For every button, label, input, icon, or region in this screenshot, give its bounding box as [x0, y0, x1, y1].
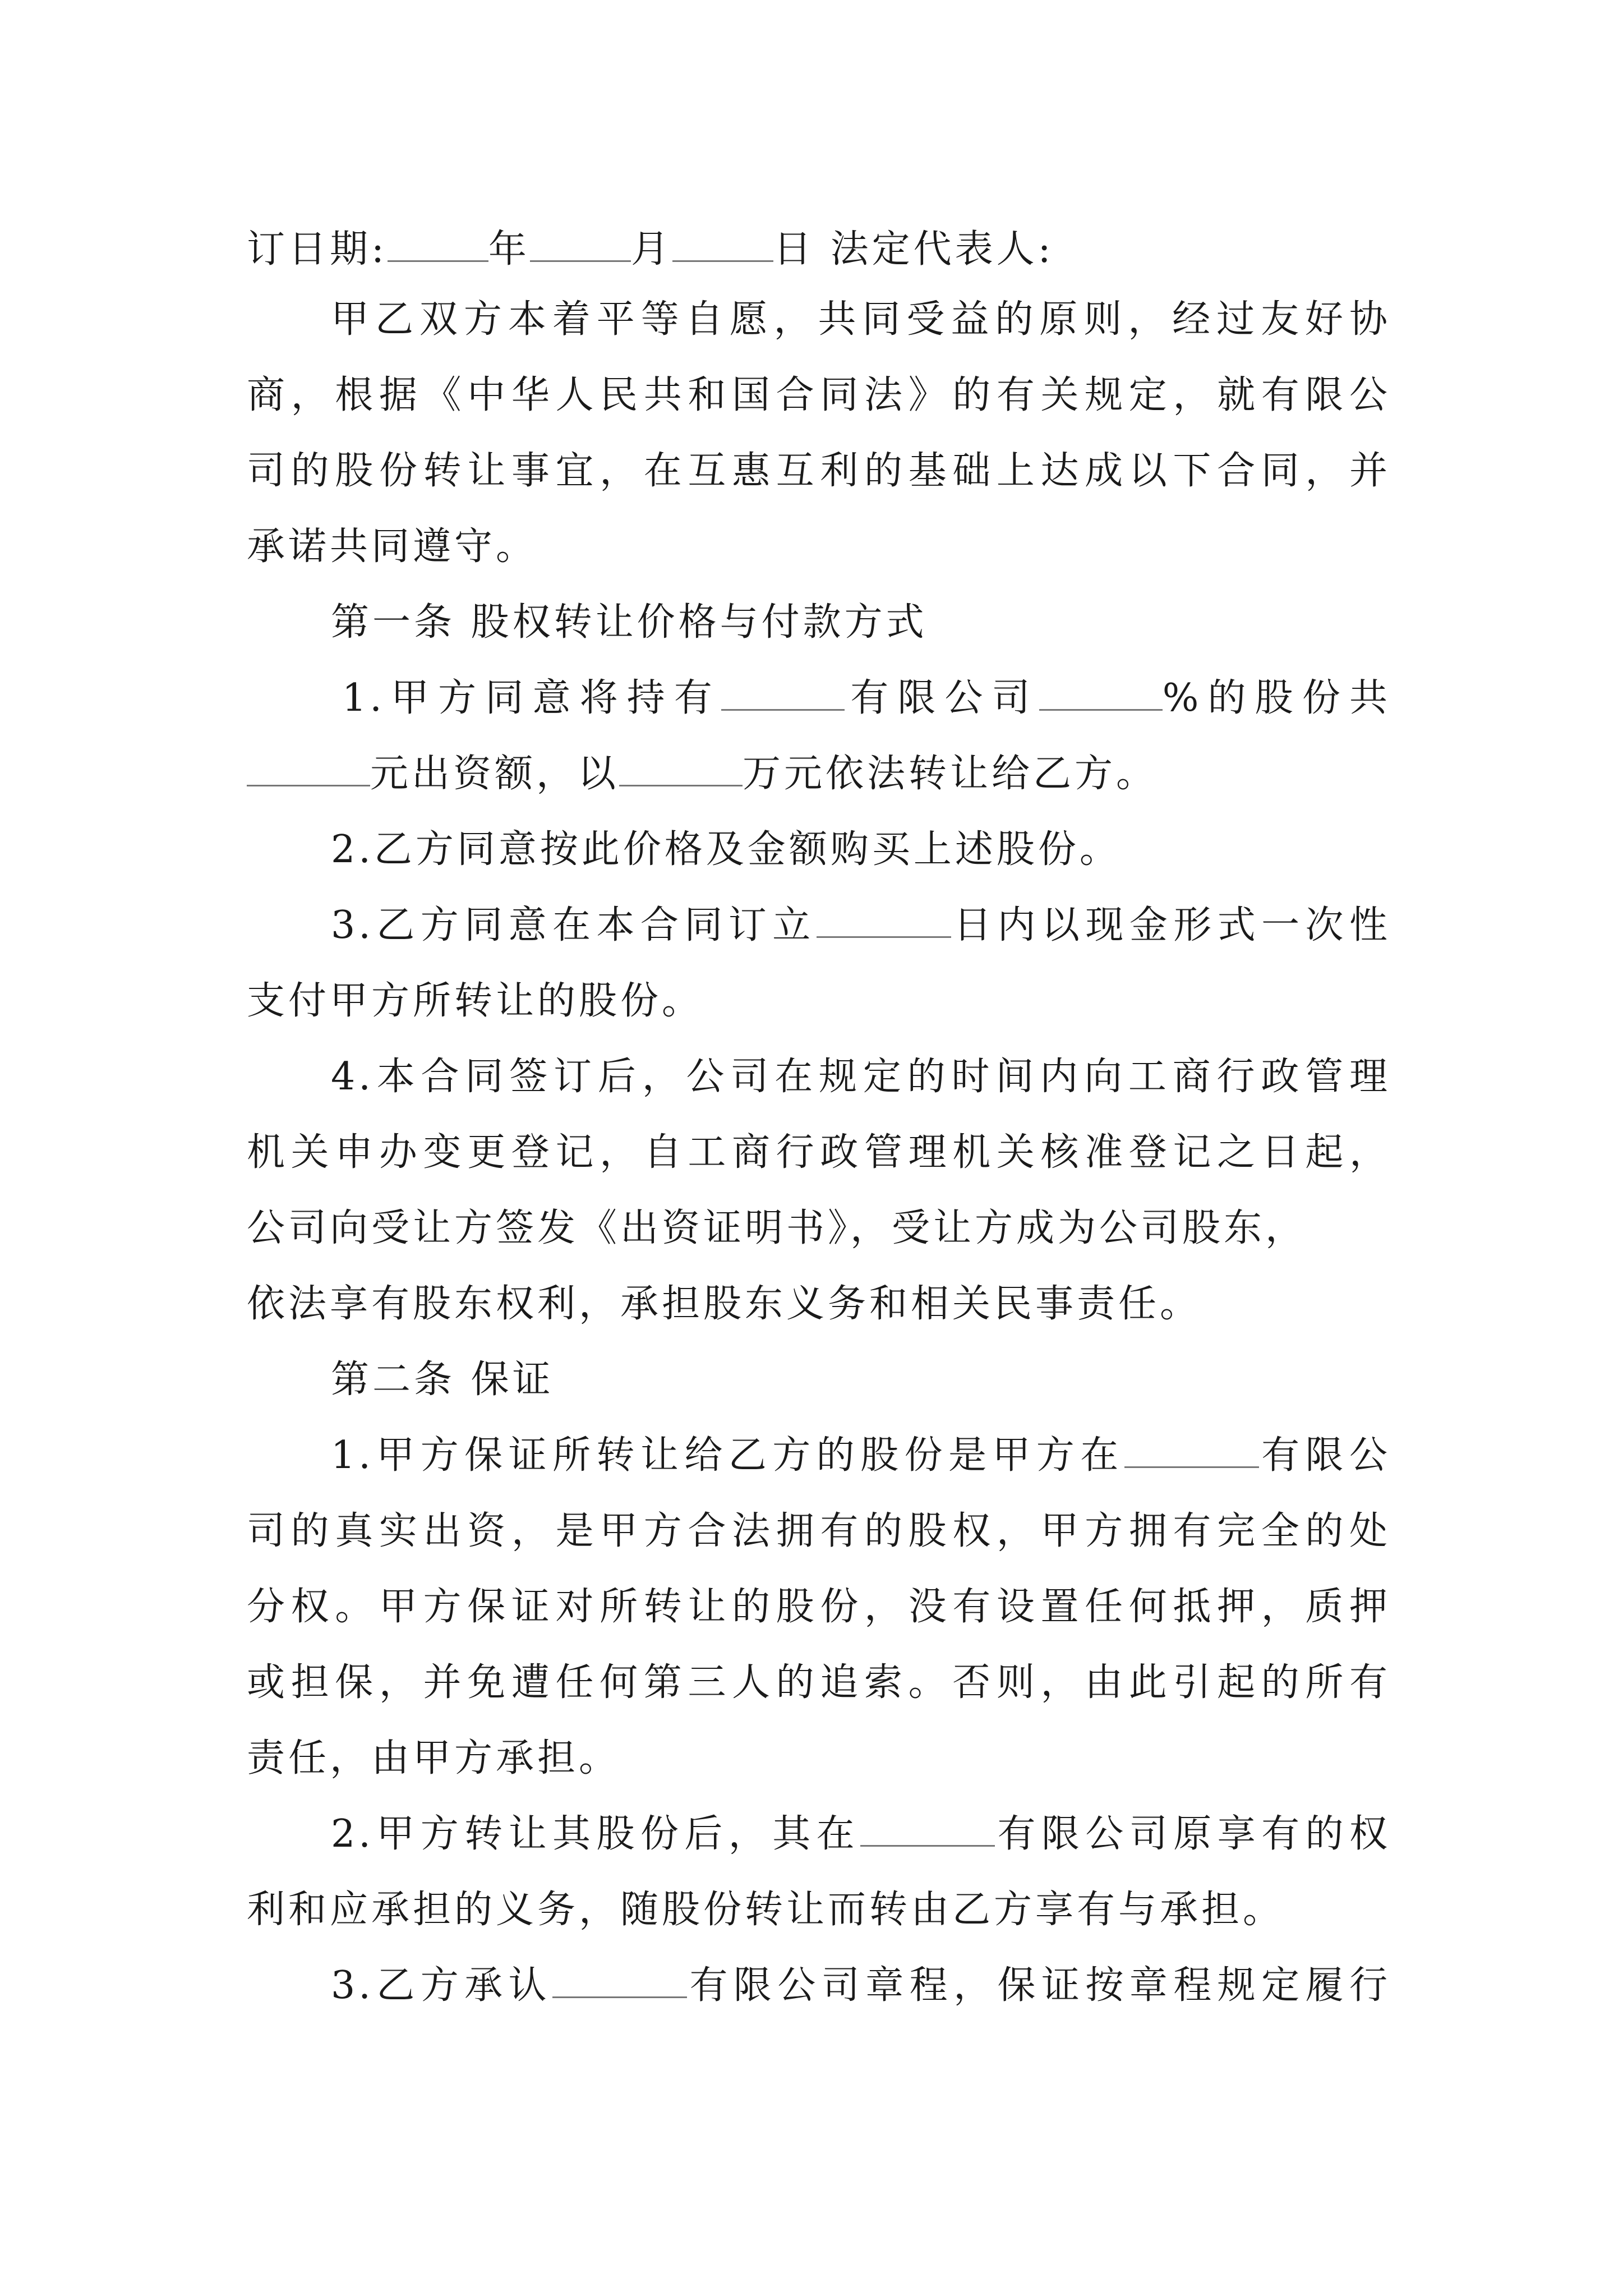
legal-representative-label: 法定代表人:: [830, 227, 1054, 272]
article-1-item-4: 4.本合同签订后，公司在规定的时间内向工商行政管理: [331, 1055, 1391, 1099]
percent-blank: [1039, 674, 1163, 711]
item-text: 3.乙方承认: [331, 1963, 553, 2008]
article-2-item-1-cont: 或担保，并免遭任何第三人的追索。否则，由此引起的所有: [247, 1660, 1391, 1705]
item-text: 1.甲方保证所转让给乙方的股份是甲方在: [331, 1433, 1124, 1478]
article-2-item-3: [331, 1958, 1391, 2014]
company-blank: [860, 1810, 995, 1847]
month-blank: [530, 226, 631, 262]
company-blank: [552, 1962, 687, 1998]
item-text: 1.甲方同意将持有: [342, 676, 722, 720]
month-label: 月: [630, 227, 672, 272]
item-text: 有限公: [1258, 1433, 1391, 1478]
item-text: 元出资额，以: [370, 752, 620, 796]
article-1-item-4-cont: 依法享有股东权利，承担股东义务和相关民事责任。: [247, 1282, 1202, 1326]
article-2-item-1-cont: 分权。甲方保证对所转让的股份，没有设置任何抵押，质押: [247, 1585, 1391, 1629]
article-2-item-2-cont: 利和应承担的义务，随股份转让而转由乙方享有与承担。: [247, 1888, 1285, 1932]
article-2-item-2: [331, 1806, 1391, 1862]
preamble-line: 承诺共同遵守。: [247, 524, 538, 569]
amount-blank: [247, 750, 370, 786]
article-1-heading: 第一条 股权转让价格与付款方式: [331, 600, 928, 645]
year-blank: [388, 226, 488, 262]
preamble-line: 甲乙双方本着平等自愿，共同受益的原则，经过友好协: [331, 297, 1391, 342]
article-2-item-1-cont: 司的真实出资，是甲方合法拥有的股权，甲方拥有完全的处: [247, 1509, 1391, 1553]
article-1-item-1-cont: [247, 746, 1391, 802]
item-text: 万元依法转让给乙方。: [743, 752, 1158, 796]
preamble-line: 司的股份转让事宜，在互惠互利的基础上达成以下合同，并: [247, 449, 1391, 493]
item-text: 日内以现金形式一次性: [951, 903, 1391, 947]
company-blank: [721, 674, 845, 711]
preamble-line: 商，根据《中华人民共和国合同法》的有关规定，就有限公: [247, 373, 1391, 417]
article-1-item-3-cont: 支付甲方所转让的股份。: [247, 979, 704, 1023]
article-1-item-3: [331, 898, 1391, 954]
item-text: 3.乙方同意在本合同订立: [331, 903, 817, 947]
article-2-heading: 第二条 保证: [331, 1358, 554, 1402]
article-1-item-1: [342, 670, 1391, 726]
article-1-item-4-cont: 公司向受让方签发《出资证明书》，受让方成为公司股东，: [247, 1206, 1307, 1250]
signing-date-line: [247, 222, 1391, 278]
article-1-item-2: 2.乙方同意按此价格及金额购买上述股份。: [331, 827, 1121, 872]
article-2-item-1-cont: 责任，由甲方承担。: [247, 1736, 621, 1780]
day-label: 日: [773, 227, 815, 272]
signing-date-label: 订日期:: [247, 227, 388, 272]
day-blank: [672, 226, 773, 262]
item-text: 有限公司原享有的权: [995, 1812, 1391, 1856]
price-blank: [619, 750, 743, 786]
year-label: 年: [488, 227, 530, 272]
article-2-item-1: [331, 1428, 1391, 1484]
article-1-item-4-cont: 机关申办变更登记，自工商行政管理机关核准登记之日起，: [247, 1130, 1391, 1175]
item-text: %的股份共: [1162, 676, 1391, 720]
days-blank: [817, 901, 951, 938]
item-text: 有限公司: [845, 676, 1039, 720]
item-text: 2.甲方转让其股份后，其在: [331, 1812, 861, 1856]
company-blank: [1124, 1432, 1259, 1468]
item-text: 有限公司章程，保证按章程规定履行: [687, 1963, 1391, 2008]
